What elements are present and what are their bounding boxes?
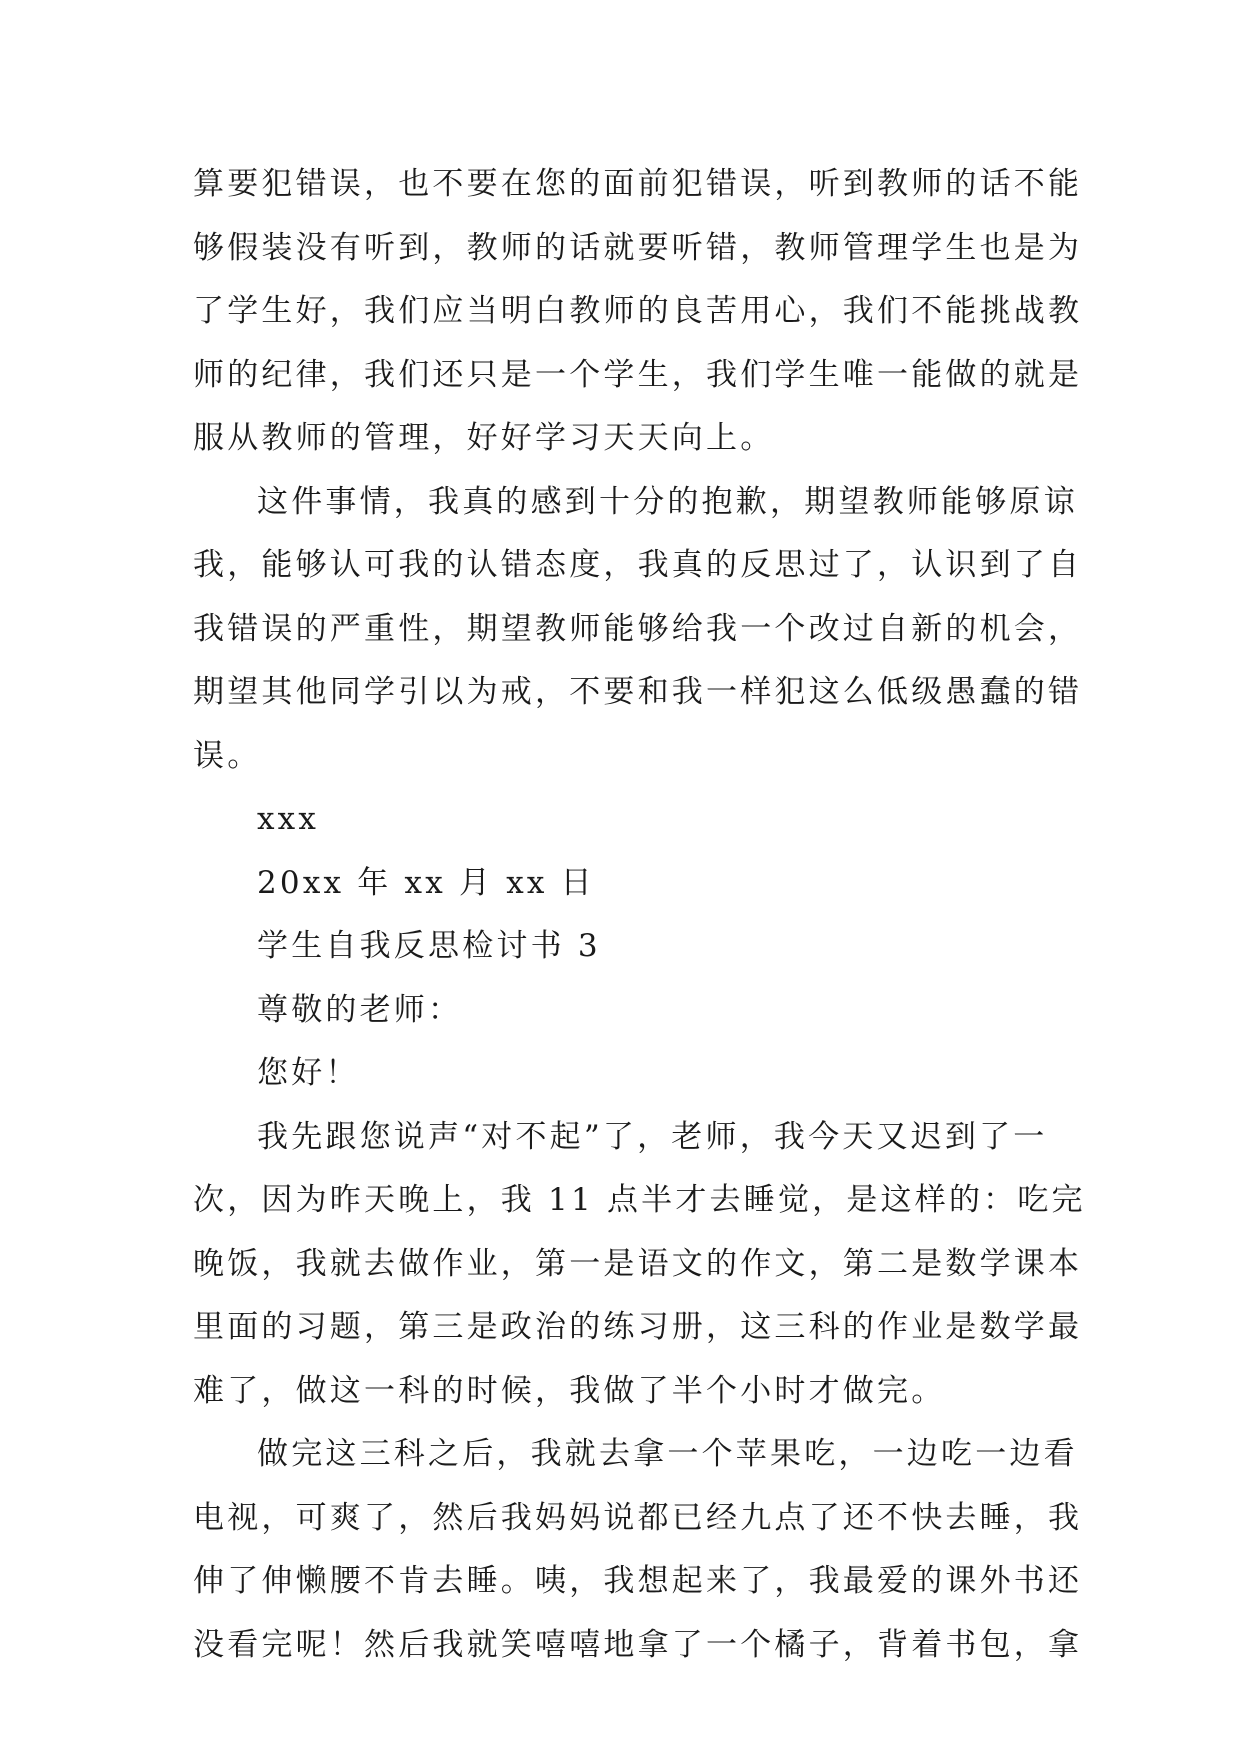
text-line: 误。 bbox=[193, 737, 262, 774]
text-line: 我先跟您说声“对不起”了，老师，我今天又迟到了一 bbox=[257, 1118, 1048, 1155]
signature-date: 20xx 年 xx 月 xx 日 bbox=[257, 864, 595, 901]
text-line: 没看完呢！然后我就笑嘻嘻地拿了一个橘子，背着书包，拿 bbox=[193, 1626, 1083, 1663]
greeting: 您好！ bbox=[257, 1055, 360, 1091]
text-line: 里面的习题，第三是政治的练习册，这三科的作业是数学最 bbox=[193, 1309, 1083, 1345]
text-line: 算要犯错误，也不要在您的面前犯错误，听到教师的话不能 bbox=[193, 166, 1083, 202]
text-line: 了学生好，我们应当明白教师的良苦用心，我们不能挑战教 bbox=[193, 293, 1083, 329]
text-line: 次，因为昨天晚上，我 11 点半才去睡觉，是这样的：吃完 bbox=[193, 1182, 1086, 1218]
signature-name: xxx bbox=[257, 801, 320, 837]
text-line: 师的纪律，我们还只是一个学生，我们学生唯一能做的就是 bbox=[193, 356, 1083, 393]
text-line: 做完这三科之后，我就去拿一个苹果吃，一边吃一边看 bbox=[257, 1436, 1078, 1472]
text-line: 晚饭，我就去做作业，第一是语文的作文，第二是数学课本 bbox=[193, 1245, 1083, 1282]
text-line: 我，能够认可我的认错态度，我真的反思过了，认识到了自 bbox=[193, 547, 1083, 583]
text-line: 伸了伸懒腰不肯去睡。咦，我想起来了，我最爱的课外书还 bbox=[193, 1563, 1083, 1599]
text-line: 这件事情，我真的感到十分的抱歉，期望教师能够原谅 bbox=[257, 483, 1078, 520]
text-line: 期望其他同学引以为戒，不要和我一样犯这么低级愚蠢的错 bbox=[193, 674, 1083, 710]
text-line: 够假装没有听到，教师的话就要听错，教师管理学生也是为 bbox=[193, 229, 1083, 266]
text-line: 服从教师的管理，好好学习天天向上。 bbox=[193, 420, 775, 456]
text-line: 难了，做这一科的时候，我做了半个小时才做完。 bbox=[193, 1372, 946, 1409]
text-line: 电视，可爽了，然后我妈妈说都已经九点了还不快去睡，我 bbox=[193, 1499, 1083, 1536]
document-page bbox=[193, 153, 1086, 1677]
section-title: 学生自我反思检讨书 3 bbox=[257, 928, 601, 964]
salutation: 尊敬的老师： bbox=[257, 991, 463, 1028]
text-line: 我错误的严重性，期望教师能够给我一个改过自新的机会， bbox=[193, 610, 1083, 647]
